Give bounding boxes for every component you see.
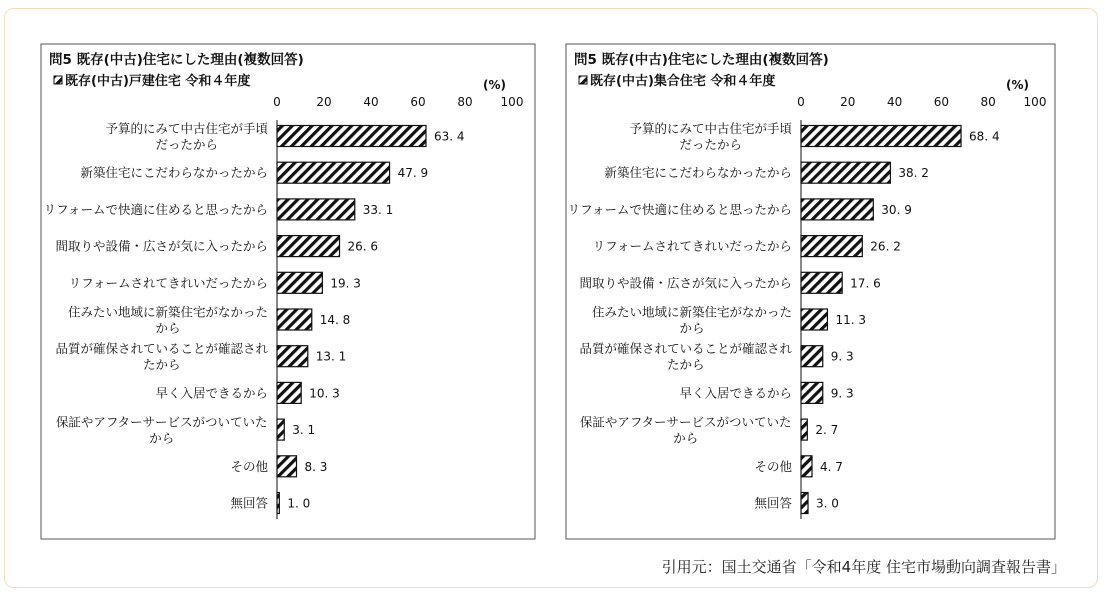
bar [277, 456, 297, 477]
value-label: 9. 3 [830, 349, 854, 364]
category-label-line: たから [142, 357, 181, 373]
tick-label: 20 [840, 95, 856, 109]
category-label-line: 保証やアフターサービスがついていた [55, 414, 268, 430]
category-label [55, 341, 268, 372]
value-label: 9. 3 [830, 386, 854, 401]
tick-label: 0 [273, 95, 281, 109]
value-label: 30. 9 [881, 202, 912, 217]
category-label [579, 341, 792, 372]
value-label: 13. 1 [315, 349, 347, 364]
unit-label: (%) [483, 78, 506, 92]
bar [801, 199, 873, 220]
bar [277, 382, 301, 403]
bar [277, 199, 355, 220]
category-label: 間取りや設備・広さが気に入ったから [579, 275, 792, 291]
value-label: 10. 3 [309, 386, 340, 401]
bar [801, 456, 812, 477]
category-label-line: たから [666, 357, 705, 373]
tick-label: 60 [410, 95, 426, 109]
category-label-line: 予算的にみて中古住宅が手頃 [105, 121, 269, 136]
value-label: 14. 8 [319, 313, 351, 327]
category-label-line: だったから [679, 137, 743, 152]
category-label-line: から [673, 430, 699, 446]
category-label-line: 品質が確保されていることが確認され [579, 341, 793, 357]
bar [801, 272, 842, 293]
bar [801, 309, 827, 330]
bar [801, 382, 823, 403]
legend-label: 既存(中古)集合住宅 令和４年度 [590, 74, 776, 89]
value-label: 19. 3 [330, 276, 361, 291]
value-label: 2. 7 [815, 423, 839, 438]
value-label: 11. 3 [835, 313, 866, 327]
bar [801, 236, 862, 257]
category-label: その他 [754, 458, 792, 474]
bar [277, 162, 390, 183]
bar [801, 419, 807, 440]
category-label [580, 415, 792, 446]
category-label-line: 保証やアフターサービスがついていた [579, 414, 792, 430]
bar [277, 493, 279, 514]
bar [277, 126, 426, 147]
category-label-line: から [679, 320, 705, 336]
tick-label: 80 [457, 95, 473, 109]
category-label: リフォームで快適に住めると思ったから [43, 201, 268, 217]
tick-label: 100 [1023, 95, 1047, 109]
bar [801, 126, 961, 147]
tick-label: 60 [933, 95, 950, 109]
category-label [592, 305, 792, 336]
value-label: 1. 0 [287, 496, 311, 511]
category-label: リフォームで快適に住めると思ったから [567, 201, 792, 217]
unit-label: (%) [1006, 78, 1029, 92]
category-label: 新築住宅にこだわらなかったから [604, 165, 792, 181]
category-label-line: 住みたい地域に新築住宅がなかった [591, 304, 793, 320]
category-label: その他 [230, 458, 268, 474]
category-label-line: だったから [155, 137, 219, 152]
value-label: 3. 1 [292, 423, 316, 438]
chart-title: 問5 既存(中古)住宅にした理由(複数回答) [49, 52, 304, 68]
category-label: 無回答 [230, 495, 268, 511]
tick-label: 20 [316, 95, 332, 109]
value-label: 47. 9 [397, 166, 429, 181]
category-label-line: 住みたい地域に新築住宅がなかった [67, 304, 269, 320]
value-label: 3. 0 [816, 496, 839, 511]
value-label: 33. 1 [362, 202, 394, 217]
chart-title: 問5 既存(中古)住宅にした理由(複数回答) [574, 52, 829, 68]
tick-label: 0 [797, 95, 805, 109]
tick-label: 40 [886, 95, 903, 109]
category-label-line: から [149, 430, 175, 446]
category-label: 間取りや設備・広さが気に入ったから [55, 238, 268, 254]
category-label [56, 415, 268, 446]
chart-panel-detached-houses [41, 44, 535, 539]
bar [801, 493, 808, 514]
tick-label: 40 [363, 95, 379, 109]
category-label-line: 予算的にみて中古住宅が手頃 [629, 121, 793, 136]
category-label: 新築住宅にこだわらなかったから [80, 165, 268, 181]
category-label: リフォームされてきれいだったから [592, 238, 792, 254]
category-label: 早く入居できるから [155, 385, 268, 401]
value-label: 8. 3 [304, 459, 328, 474]
legend-swatch [54, 76, 62, 84]
value-label: 38. 2 [898, 166, 929, 181]
category-label [105, 121, 268, 152]
category-label [68, 305, 268, 336]
value-label: 68. 4 [969, 129, 1000, 144]
value-label: 17. 6 [850, 276, 881, 291]
bar [277, 309, 312, 330]
bar [277, 272, 322, 293]
category-label: 早く入居できるから [679, 385, 792, 401]
source-caption: 引用元：国土交通省「令和4年度 住宅市場動向調査報告書」 [661, 558, 1066, 576]
value-label: 4. 7 [819, 459, 843, 474]
value-label: 26. 6 [347, 239, 379, 254]
bar [277, 236, 340, 257]
value-label: 63. 4 [433, 129, 465, 144]
legend-swatch [579, 76, 587, 84]
category-label-line: 品質が確保されていることが確認され [55, 341, 269, 357]
tick-label: 100 [500, 95, 524, 109]
category-label-line: から [155, 320, 181, 336]
category-label: リフォームされてきれいだったから [68, 275, 268, 291]
category-label: 無回答 [754, 495, 792, 511]
tick-label: 80 [980, 95, 996, 109]
value-label: 26. 2 [870, 239, 901, 254]
bar [277, 419, 284, 440]
chart-panel-apartments [566, 44, 1055, 539]
category-label [629, 121, 792, 152]
bar [277, 346, 308, 367]
bar [801, 162, 890, 183]
legend-label: 既存(中古)戸建住宅 令和４年度 [65, 74, 251, 89]
bar [801, 346, 823, 367]
